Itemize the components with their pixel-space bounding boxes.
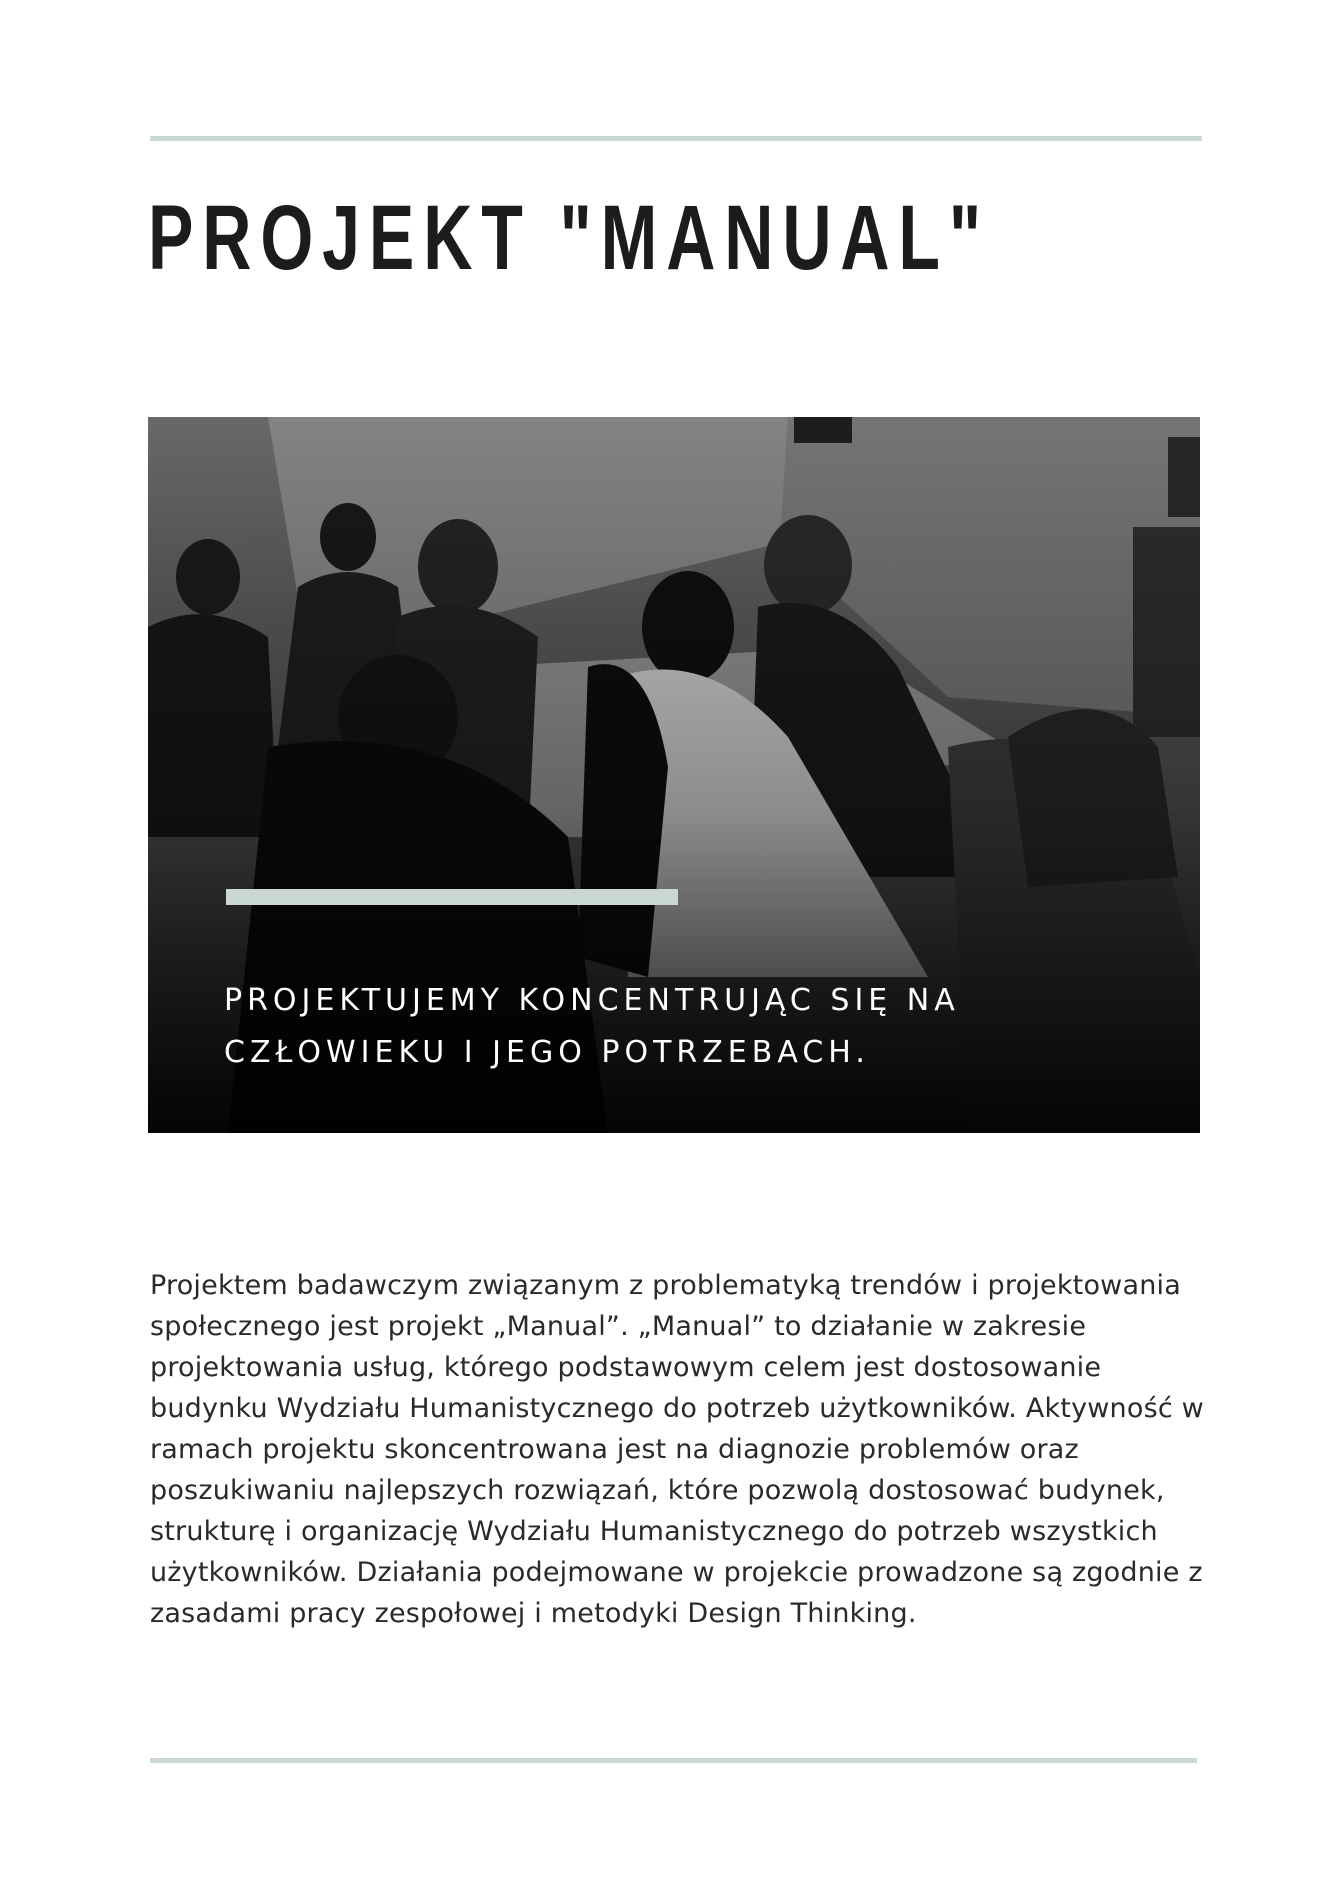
hero-caption: PROJEKTUJEMY KONCENTRUJĄC SIĘ NA CZŁOWIEKU I JEGO POTRZEBACH. [224,983,960,1070]
top-divider [150,136,1202,141]
caption-accent-bar [226,889,678,905]
page-title: PROJEKT "MANUAL" [148,187,991,289]
body-paragraph: Projektem badawczym związanym z problematyką trendów i projektowania społecznego jest projekt „Manual”. „Manual” to działanie w zakresie projektowania usług, którego podstawowym celem jest dostosowanie budynku Wydziału Humanistycznego do potrzeb użytkowników. Aktywność w ramach projektu skoncentrowana jest na diagnozie problemów oraz poszukiwaniu najlepszych rozwiązań, które pozwolą dostosować budynek, strukturę i organizację Wydziału Humanistycznego do potrzeb wszystkich użytkowników. Działania podejmowane w projekcie prowadzone są zgodnie z zasadami pracy zespołowej i metodyki Design Thinking. [150,1270,1204,1629]
bottom-divider [150,1758,1197,1763]
hero-photo [148,417,1200,1133]
